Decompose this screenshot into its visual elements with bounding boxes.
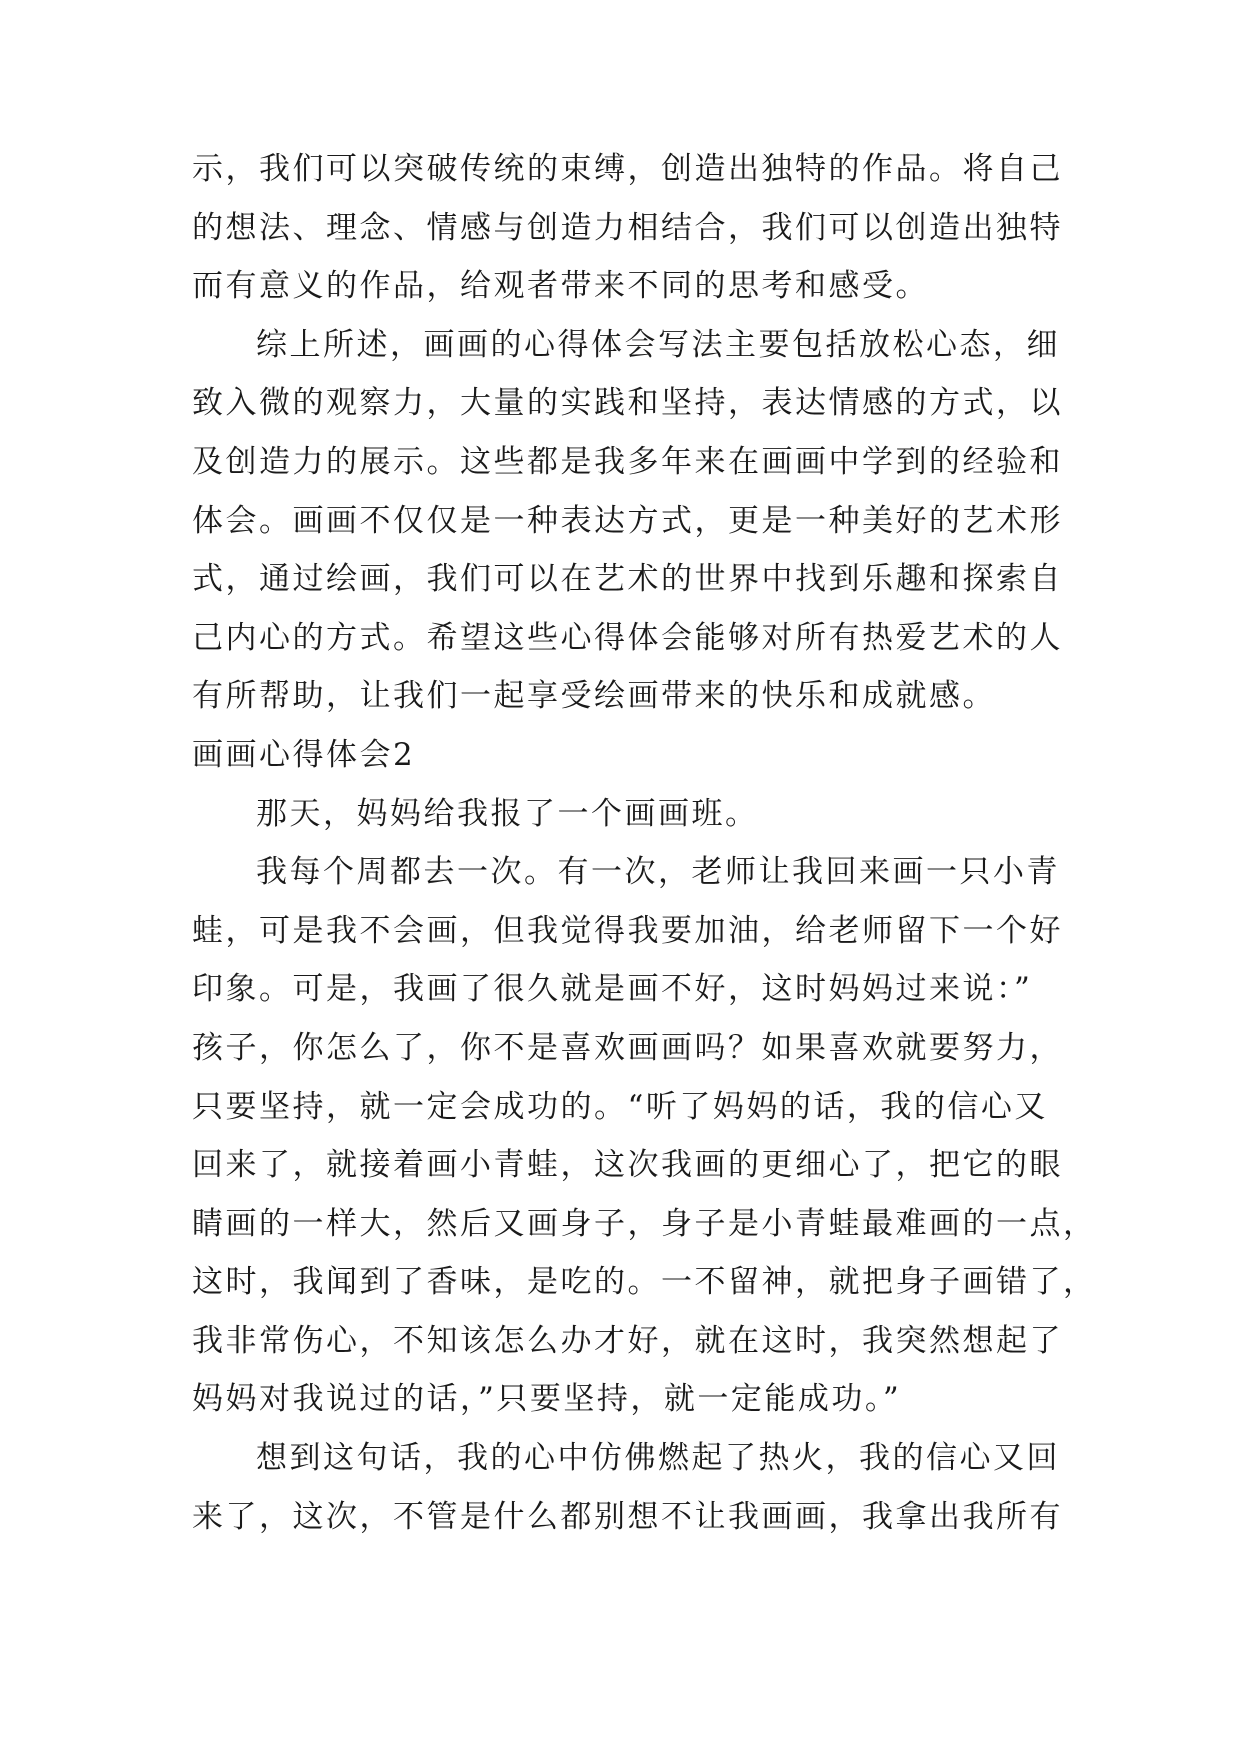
- text-line: 及创造力的展示。这些都是我多年来在画画中学到的经验和: [192, 443, 1063, 480]
- text-line: 我非常伤心，不知该怎么办才好，就在这时，我突然想起了: [192, 1322, 1063, 1359]
- text-line: 回来了，就接着画小青蛙，这次我画的更细心了，把它的眼: [192, 1147, 1063, 1184]
- text-line: 只要坚持，就一定会成功的。“听了妈妈的话，我的信心又: [192, 1088, 1048, 1125]
- paragraph-start-line: 我每个周都去一次。有一次，老师让我回来画一只小青: [256, 854, 1060, 891]
- text-line: 示，我们可以突破传统的束缚，创造出独特的作品。将自己: [192, 151, 1063, 187]
- document-body: [192, 140, 1097, 1546]
- text-line: 而有意义的作品，给观者带来不同的思考和感受。: [192, 268, 929, 305]
- text-line: 印象。可是，我画了很久就是画不好，这时妈妈过来说：”: [192, 971, 1033, 1008]
- text-line: 的想法、理念、情感与创造力相结合，我们可以创造出独特: [192, 209, 1063, 246]
- paragraph-start-line: 综上所述，画画的心得体会写法主要包括放松心态，细: [256, 326, 1060, 363]
- text-line: 蛙，可是我不会画，但我觉得我要加油，给老师留下一个好: [192, 912, 1063, 949]
- section-heading: 画画心得体会2: [192, 736, 416, 773]
- text-line: 来了，这次，不管是什么都别想不让我画画，我拿出我所有: [192, 1498, 1063, 1535]
- paragraph-start-line: 那天，妈妈给我报了一个画画班。: [256, 795, 759, 832]
- text-line: 妈妈对我说过的话，”只要坚持，就一定能成功。”: [192, 1381, 902, 1418]
- text-line: 体会。画画不仅仅是一种表达方式，更是一种美好的艺术形: [192, 502, 1063, 539]
- text-line: 有所帮助，让我们一起享受绘画带来的快乐和成就感。: [192, 678, 996, 715]
- paragraph-start-line: 想到这句话，我的心中仿佛燃起了热火，我的信心又回: [256, 1440, 1060, 1477]
- text-line: 孩子，你怎么了，你不是喜欢画画吗？如果喜欢就要努力，: [192, 1029, 1063, 1066]
- text-line: 己内心的方式。希望这些心得体会能够对所有热爱艺术的人: [192, 619, 1063, 656]
- text-line: 致入微的观察力，大量的实践和坚持，表达情感的方式，以: [192, 385, 1063, 422]
- text-line: 睛画的一样大，然后又画身子，身子是小青蛙最难画的一点，: [192, 1205, 1097, 1242]
- text-line: 式，通过绘画，我们可以在艺术的世界中找到乐趣和探索自: [192, 561, 1063, 598]
- text-line: 这时，我闻到了香味，是吃的。一不留神，就把身子画错了，: [192, 1264, 1097, 1301]
